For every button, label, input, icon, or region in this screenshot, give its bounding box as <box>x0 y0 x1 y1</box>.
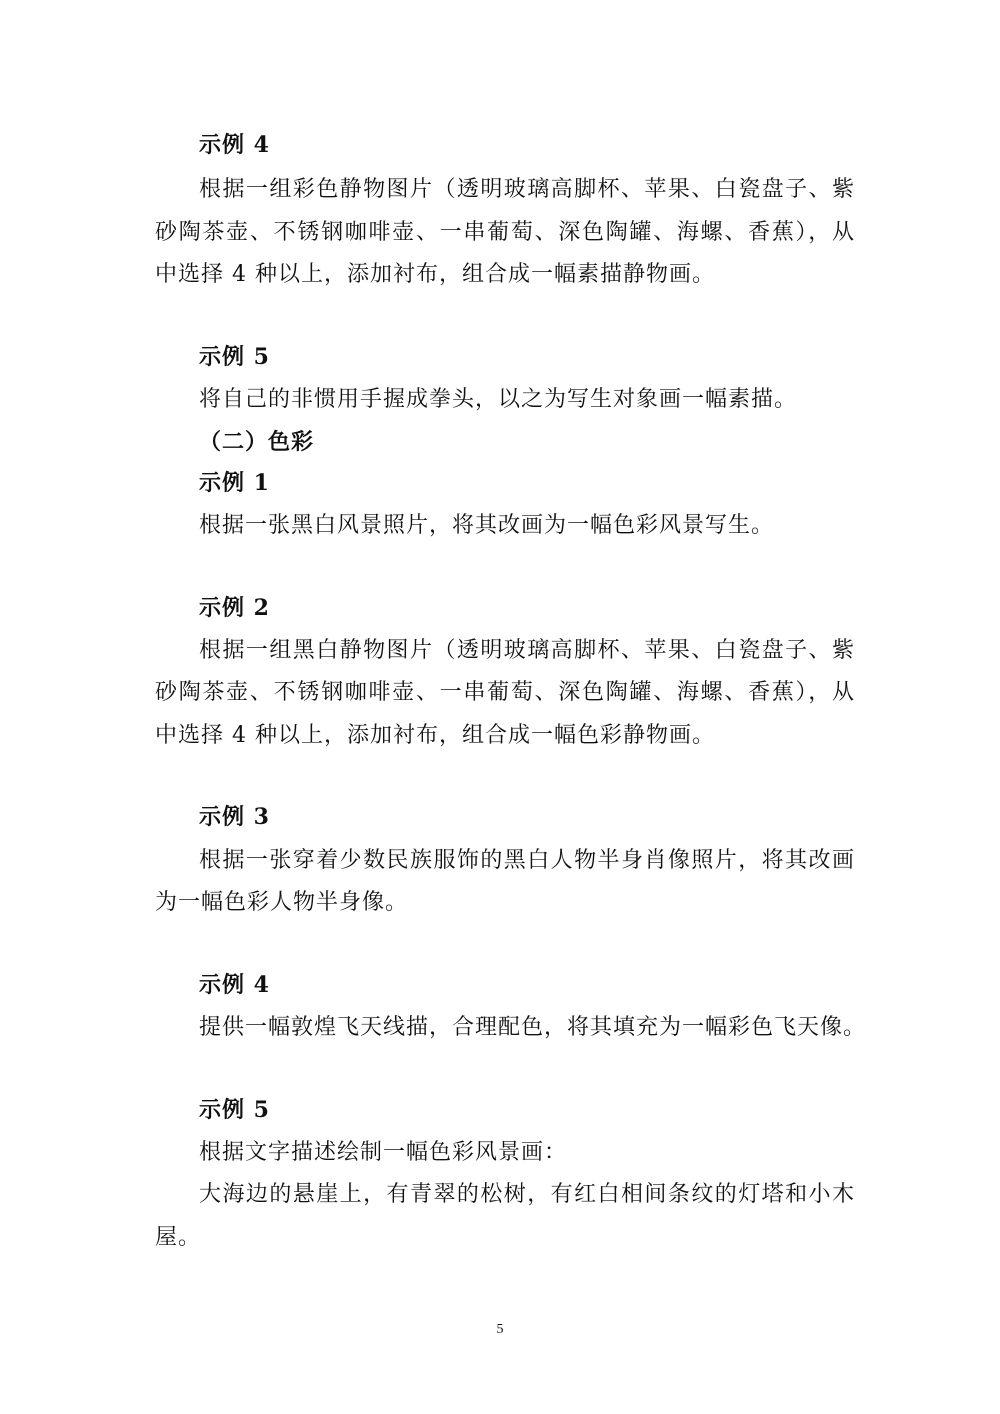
example-heading: 示例 4 <box>199 132 270 158</box>
paragraph-line: 砂陶茶壶、不锈钢咖啡壶、一串葡萄、深色陶罐、海螺、香蕉），从 <box>155 680 855 705</box>
page-number: 5 <box>496 1322 504 1337</box>
paragraph-line: 将自己的非惯用手握成拳头，以之为写生对象画一幅素描。 <box>199 387 798 412</box>
paragraph-line: 砂陶茶壶、不锈钢咖啡壶、一串葡萄、深色陶罐、海螺、香蕉），从 <box>155 220 855 245</box>
paragraph-line: 大海边的悬崖上，有青翠的松树，有红白相间条纹的灯塔和小木 <box>199 1182 855 1207</box>
paragraph-line: 中选择 4 种以上，添加衬布，组合成一幅素描静物画。 <box>155 262 715 287</box>
paragraph-line: 根据文字描述绘制一幅色彩风景画： <box>199 1140 568 1165</box>
example-heading: 示例 2 <box>199 595 270 621</box>
paragraph-line: 为一幅色彩人物半身像。 <box>155 890 409 915</box>
paragraph-line: 根据一组彩色静物图片（透明玻璃高脚杯、苹果、白瓷盘子、紫 <box>199 177 855 202</box>
paragraph-line: 屋。 <box>155 1225 202 1250</box>
example-heading: 示例 3 <box>199 804 270 830</box>
example-heading: 示例 5 <box>199 1097 270 1123</box>
paragraph-line: 根据一组黑白静物图片（透明玻璃高脚杯、苹果、白瓷盘子、紫 <box>199 638 855 663</box>
example-heading: 示例 5 <box>199 344 270 370</box>
paragraph-line: 根据一张穿着少数民族服饰的黑白人物半身肖像照片，将其改画 <box>199 848 855 873</box>
example-heading: 示例 4 <box>199 972 270 998</box>
example-heading: 示例 1 <box>199 470 270 496</box>
paragraph-line: 中选择 4 种以上，添加衬布，组合成一幅色彩静物画。 <box>155 723 715 748</box>
section-heading: （二）色彩 <box>199 429 315 455</box>
paragraph-line: 根据一张黑白风景照片，将其改画为一幅色彩风景写生。 <box>199 513 775 538</box>
paragraph-line: 提供一幅敦煌飞天线描，合理配色，将其填充为一幅彩色飞天像。 <box>199 1015 867 1040</box>
